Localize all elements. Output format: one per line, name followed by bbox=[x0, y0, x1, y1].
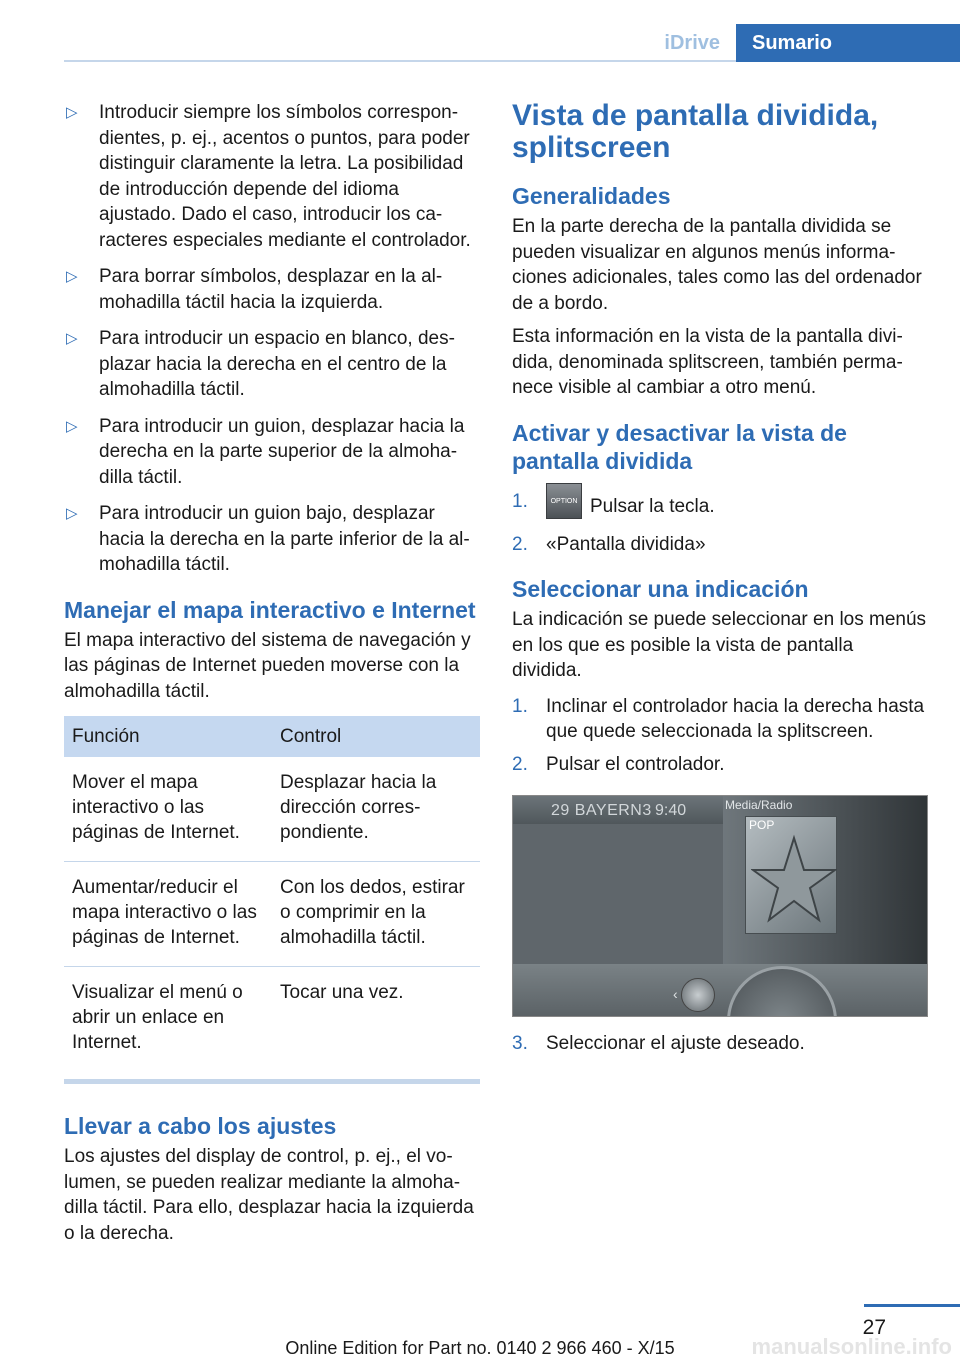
table-end-rule bbox=[64, 1079, 480, 1084]
triangle-bullet-icon: ▷ bbox=[66, 268, 78, 285]
footer-edition: Online Edition for Part no. 0140 2 966 460 - X/15 bbox=[285, 1338, 675, 1358]
settings-heading: Llevar a cabo los ajustes bbox=[64, 1113, 337, 1139]
list-item: 3. Seleccionar el ajuste deseado. bbox=[512, 1033, 805, 1054]
general-heading: Generalidades bbox=[512, 183, 671, 209]
screen-lower-area bbox=[513, 964, 928, 1017]
screen-station: 29 BAYERN3 bbox=[551, 802, 652, 819]
table-row bbox=[64, 757, 480, 862]
list-item: 1. OPTION Pulsar la tecla. bbox=[512, 489, 928, 525]
table-row bbox=[64, 967, 480, 1072]
screen-genre: POP bbox=[749, 818, 775, 832]
map-heading: Manejar el mapa interactivo e Internet bbox=[64, 596, 476, 623]
general-paragraph-2: Esta información en la vista de la pantalla dividida, denominada splitscreen, también permanece visible al cambiar a otro menú. bbox=[512, 326, 903, 398]
footer-rule bbox=[864, 1304, 960, 1307]
table-cell: Tocar una vez. bbox=[280, 982, 404, 1003]
triangle-bullet-icon: ▷ bbox=[66, 104, 78, 121]
list-item: ▷ Para introducir un guion, desplazar hacia la derecha en la parte superior de la almohadilla táctil. bbox=[66, 415, 465, 488]
header-tab-sumario[interactable]: Sumario bbox=[736, 24, 960, 62]
function-table bbox=[64, 716, 480, 1071]
list-item: ▷ Para introducir un espacio en blanco, desplazar hacia la derecha en el centro de la almohadilla táctil. bbox=[66, 328, 455, 400]
controller-knob-icon bbox=[681, 978, 715, 1012]
settings-text: Los ajustes del display de control, p. ej., el volumen, se pueden realizar mediante la almohadilla táctil. Para ello, desplazar hacia la izquierda o la derecha. bbox=[64, 1146, 474, 1244]
table-cell: Aumentar/reducir el mapa interactivo o las páginas de Internet. bbox=[64, 862, 272, 967]
page-title: Vista de pantalla dividida, splitscreen bbox=[512, 99, 879, 164]
star-icon bbox=[751, 824, 837, 932]
list-item: 2. Pulsar el controlador. bbox=[512, 753, 725, 775]
list-item: 2. «Pantalla dividida» bbox=[512, 533, 706, 555]
table-header-row bbox=[64, 716, 480, 757]
activate-heading: Activar y desactivar la vista de pantalla dividida bbox=[512, 419, 847, 474]
select-heading: Seleccionar una indicación bbox=[512, 576, 809, 602]
table-cell: Desplazar hacia la dirección correspondiente. bbox=[272, 757, 480, 862]
right-column bbox=[512, 100, 928, 1064]
table-cell: Mover el mapa interactivo o las páginas de Internet. bbox=[64, 757, 272, 862]
table-row bbox=[64, 862, 480, 967]
triangle-bullet-icon: ▷ bbox=[66, 417, 78, 435]
table-cell: Con los dedos, estirar o comprimir en la almohadilla táctil. bbox=[272, 862, 480, 967]
screen-panel-title: Media/Radio bbox=[725, 798, 793, 812]
screen-time: 9:40 bbox=[655, 802, 687, 819]
option-key-icon: OPTION bbox=[546, 483, 582, 519]
list-item: 1. Inclinar el controlador hacia la derecha hasta que quede seleccionada la splitscreen. bbox=[512, 695, 925, 742]
splitscreen-photo bbox=[512, 795, 928, 1017]
general-paragraph-1: En la parte derecha de la pantalla dividida se pueden visualizar en algunos menús informaciones adicionales, tales como las del ordenador de a bordo. bbox=[512, 216, 922, 314]
list-item: ▷ Para introducir un guion bajo, desplazar hacia la derecha en la parte inferior de la almohadilla táctil. bbox=[66, 503, 470, 575]
list-item: ▷ Para borrar símbolos, desplazar en la almohadilla táctil hacia la izquierda. bbox=[66, 266, 443, 313]
column-header-control: Control bbox=[272, 716, 480, 757]
select-text: La indicación se puede seleccionar en los menús en los que es posible la vista de pantalla dividida. bbox=[512, 609, 927, 681]
column-header-funcion: Función bbox=[64, 716, 272, 757]
chevron-left-icon: ‹ bbox=[673, 986, 678, 1002]
triangle-bullet-icon: ▷ bbox=[66, 505, 78, 522]
list-item: ▷ Introducir siempre los símbolos correspondientes, p. ej., acentos o puntos, para poder distinguir claramente la letra. La posibilidad de introducción depende del idioma ajustado. Dado el caso, introducir los caracteres especiales mediante el controlador. bbox=[66, 102, 471, 251]
page-number: 27 bbox=[862, 1316, 886, 1339]
watermark: manualsonline.info bbox=[751, 1334, 952, 1359]
map-text: El mapa interactivo del sistema de navegación y las páginas de Internet pueden moverse con la almohadilla táctil. bbox=[64, 629, 471, 702]
left-column bbox=[64, 100, 480, 1254]
table-cell: Visualizar el menú o abrir un enlace en Internet. bbox=[72, 982, 243, 1053]
header-section-label[interactable]: iDrive bbox=[664, 32, 720, 54]
triangle-bullet-icon: ▷ bbox=[66, 330, 78, 347]
